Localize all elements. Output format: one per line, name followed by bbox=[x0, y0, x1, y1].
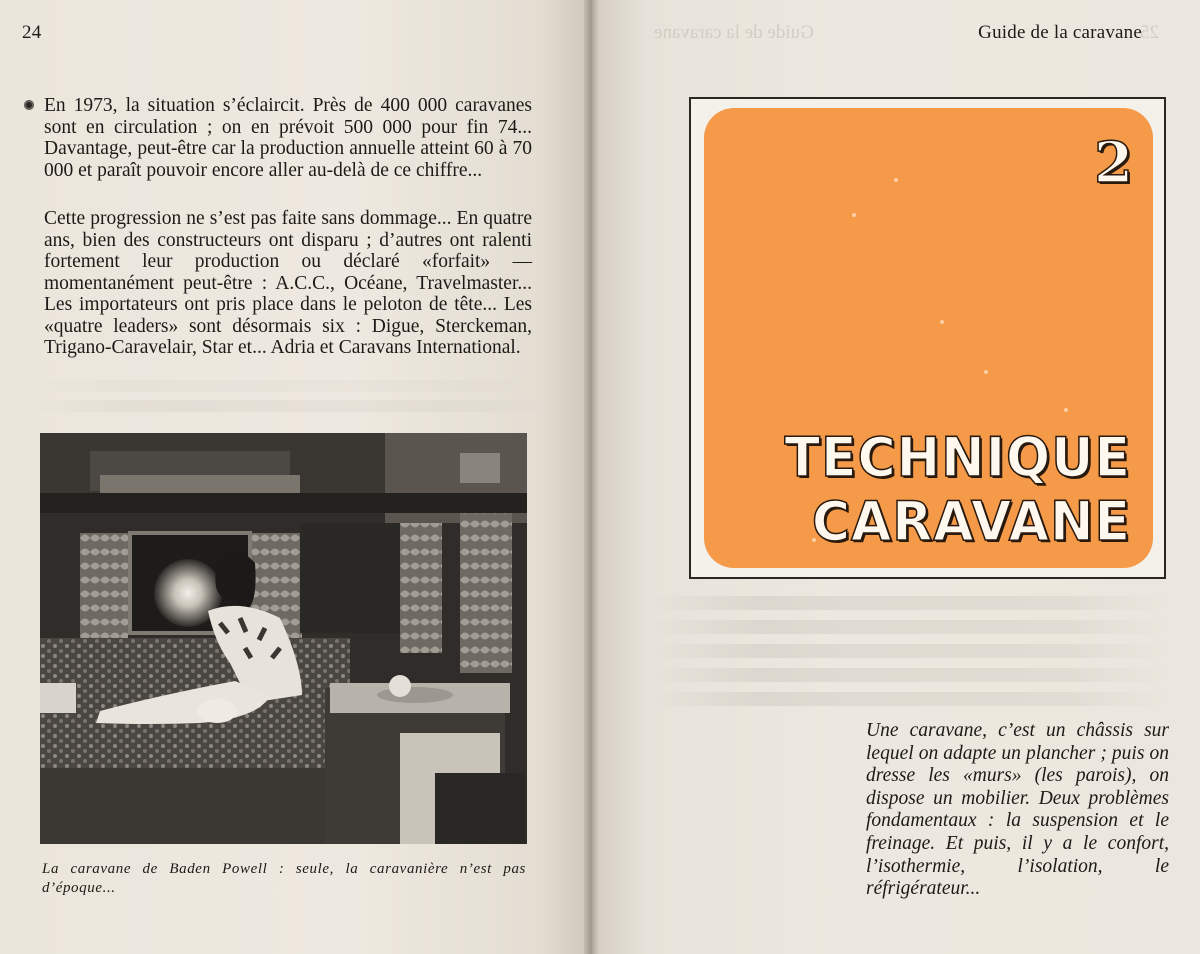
show-through-line bbox=[650, 668, 1170, 682]
paragraph-2: Cette progression ne s’est pas faite sans dommage... En quatre ans, bien des constructeurs ont disparu ; d’autres ont ralenti fortement leur production ou déclaré «forfait» — momentanément peut-être : A.C.C., Océane, Travelmaster... Les importateurs ont pris place dans le peloton de tête... Les «quatre leaders» sont désormais six : Digue, Sterckeman, Trigano-Caravelair, Star et... Adria et Caravans International. bbox=[44, 208, 532, 358]
chapter-intro: Une caravane, c’est un châssis sur lequel on adapte un plancher ; puis on dresse les «murs» (les parois), on dispose un mobilier. Deux problèmes fondamentaux : la suspension et le freinage. Et puis, il y a le confort, l’isothermie, l’isolation, le réfrigérateur... bbox=[866, 720, 1169, 900]
speck bbox=[984, 370, 988, 374]
speck bbox=[894, 178, 898, 182]
show-through-line bbox=[650, 692, 1170, 706]
show-through-line bbox=[650, 596, 1170, 610]
speck bbox=[852, 213, 856, 217]
show-through-running-head: Guide de la caravane bbox=[654, 22, 814, 43]
show-through-line bbox=[30, 380, 550, 392]
bullet-dot-icon bbox=[24, 100, 34, 110]
chapter-title-line-1: TECHNIQUE bbox=[784, 426, 1131, 490]
show-through-line bbox=[30, 400, 550, 412]
photo-caption: La caravane de Baden Powell : seule, la caravanière n’est pas d’époque... bbox=[42, 861, 526, 896]
page-number: 24 bbox=[22, 22, 42, 43]
chapter-number: 2 bbox=[1094, 130, 1133, 196]
paragraph-1: En 1973, la situation s’éclaircit. Près de 400 000 caravanes sont en circulation ; on en prévoit 500 000 pour fin 74... Davantage, peut-être car la production annuelle atteint 60 à 70 000 et paraît pouvoir encore aller au-delà de ce chiffre... bbox=[44, 95, 532, 181]
show-through-page-number: 25 bbox=[1140, 22, 1159, 43]
show-through-line bbox=[650, 644, 1170, 658]
photo-illustration bbox=[40, 433, 527, 844]
chapter-card bbox=[704, 108, 1153, 568]
running-head: Guide de la caravane bbox=[978, 22, 1142, 43]
speck bbox=[1064, 408, 1068, 412]
chapter-frame bbox=[689, 97, 1166, 579]
chapter-title-line-2: CARAVANE bbox=[811, 490, 1131, 554]
book-gutter bbox=[584, 0, 600, 954]
speck bbox=[940, 320, 944, 324]
show-through-line bbox=[650, 620, 1170, 634]
caravan-interior-photo bbox=[40, 433, 527, 844]
